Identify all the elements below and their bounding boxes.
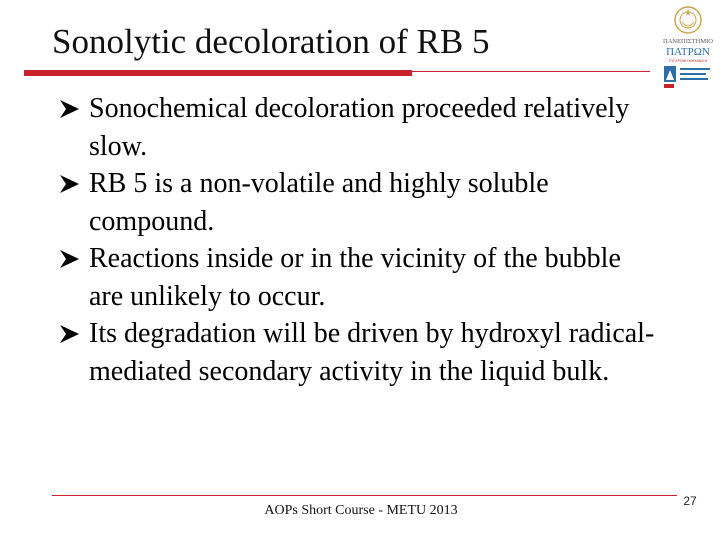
bullet-text: Reactions inside or in the vicinity of the bubble are unlikely to occur.	[89, 243, 621, 312]
bullet-text: Sonochemical decoloration proceeded relatively slow.	[89, 93, 630, 162]
arrowhead-bullet-icon	[57, 90, 81, 127]
slide-title: Sonolytic decoloration of RB 5	[52, 22, 490, 61]
footer-divider	[52, 495, 677, 496]
title-underline-thick	[24, 70, 412, 76]
bullet-list	[57, 90, 657, 390]
title-underline-thin	[412, 71, 650, 72]
bullet-text: RB 5 is a non-volatile and highly soluble compound.	[89, 168, 549, 237]
arrowhead-bullet-icon	[57, 165, 81, 202]
bullet-item	[57, 240, 657, 315]
university-logo	[658, 2, 718, 92]
logo-top-text: ΠΑΝΕΠΙΣΤΗΜΙΟ	[663, 38, 713, 45]
logo-sub-text: ΣΥΓΧΡΟΝΗ ΜΗΧΑΝΙΚΗ	[668, 59, 708, 63]
footer-text: AOPs Short Course - METU 2013	[264, 503, 458, 518]
arrowhead-bullet-icon	[57, 240, 81, 277]
bullet-item	[57, 165, 657, 240]
crest-icon	[675, 7, 701, 33]
emblem-icon	[664, 66, 710, 88]
arrowhead-bullet-icon	[57, 315, 81, 352]
bullet-item	[57, 315, 657, 390]
logo-main-text: ΠΑΤΡΩΝ	[666, 46, 710, 58]
bullet-item	[57, 90, 657, 165]
page-number: 27	[683, 494, 697, 508]
bullet-text: Its degradation will be driven by hydroxyl radical-mediated secondary activity in the liquid bulk.	[89, 318, 655, 387]
